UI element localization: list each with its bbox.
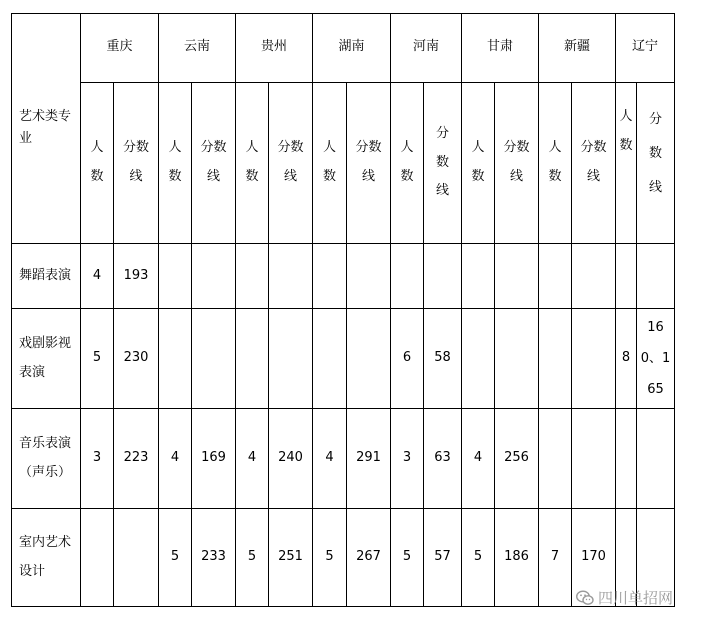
count-value: 3 (92, 450, 102, 466)
score-cell (347, 409, 391, 509)
score-value: 240 (278, 450, 303, 466)
province-header-yunnan: 云南 (159, 13, 236, 83)
score-cell (192, 244, 236, 309)
admission-table (11, 13, 675, 607)
count-cell (81, 244, 114, 309)
watermark-text: 四川单招网 (598, 589, 674, 607)
count-cell (81, 509, 114, 607)
score-cell (424, 309, 462, 409)
count-cell (391, 244, 424, 309)
count-cell (159, 244, 192, 309)
count-cell (236, 309, 269, 409)
count-cell (81, 309, 114, 409)
score-value: 57 (434, 549, 451, 565)
province-header-liaoning: 辽宁 (616, 13, 675, 83)
major-cell (11, 309, 81, 409)
subheader-count: 人数 (81, 83, 114, 244)
score-cell (114, 409, 159, 509)
subheader-count: 人数 (391, 83, 424, 244)
major-label: 戏剧影视表演 (19, 335, 72, 380)
score-cell (572, 309, 616, 409)
count-value: 5 (473, 549, 483, 565)
major-label: 舞蹈表演 (19, 267, 72, 283)
score-cell (495, 309, 539, 409)
subheader-score: 分数线 (347, 83, 391, 244)
score-cell (192, 309, 236, 409)
count-cell (462, 409, 495, 509)
score-cell (637, 309, 675, 409)
count-value: 7 (550, 549, 560, 565)
subheader-count: 人数 (616, 83, 637, 244)
province-header-gansu: 甘肃 (462, 13, 539, 83)
score-cell (269, 409, 313, 509)
subheader-score: 分数线 (572, 83, 616, 244)
count-value: 5 (247, 549, 257, 565)
count-cell (616, 409, 637, 509)
score-cell (424, 409, 462, 509)
score-cell (347, 509, 391, 607)
subheader-count: 人数 (159, 83, 192, 244)
score-cell (269, 309, 313, 409)
count-value: 6 (402, 350, 412, 366)
major-cell (11, 509, 81, 607)
subheader-score: 分数线 (269, 83, 313, 244)
score-cell (572, 409, 616, 509)
score-value: 186 (504, 549, 529, 565)
count-cell (236, 244, 269, 309)
count-cell (313, 409, 347, 509)
score-cell (637, 409, 675, 509)
count-value: 5 (325, 549, 334, 565)
count-cell (462, 309, 495, 409)
count-cell (391, 409, 424, 509)
score-cell (192, 409, 236, 509)
score-cell (495, 244, 539, 309)
count-value: 5 (92, 350, 102, 366)
subheader-score: 分数线 (637, 83, 675, 244)
score-cell (269, 509, 313, 607)
subheader-score: 分数线 (495, 83, 539, 244)
count-cell (81, 409, 114, 509)
score-cell (495, 409, 539, 509)
count-cell (616, 309, 637, 409)
count-cell (159, 409, 192, 509)
count-cell (539, 244, 572, 309)
row-header-cell (11, 13, 81, 244)
score-value: 251 (278, 549, 303, 565)
count-cell (616, 244, 637, 309)
count-value: 8 (621, 350, 631, 366)
score-cell (192, 509, 236, 607)
score-cell (114, 509, 159, 607)
count-cell (462, 244, 495, 309)
score-value: 63 (434, 450, 451, 466)
subheader-count: 人数 (313, 83, 347, 244)
count-value: 4 (325, 450, 334, 466)
subheader-score: 分数线 (424, 83, 462, 244)
count-cell (539, 309, 572, 409)
count-cell (462, 509, 495, 607)
count-cell (313, 309, 347, 409)
score-value: 223 (123, 450, 149, 466)
score-value: 170 (581, 549, 606, 565)
province-header-guizhou: 贵州 (236, 13, 313, 83)
count-cell (236, 509, 269, 607)
score-cell (114, 309, 159, 409)
count-value: 4 (170, 450, 180, 466)
major-cell (11, 244, 81, 309)
score-value: 58 (434, 350, 451, 366)
count-cell (539, 409, 572, 509)
count-value: 4 (473, 450, 483, 466)
score-cell (424, 509, 462, 607)
count-cell (159, 309, 192, 409)
score-cell (637, 244, 675, 309)
subheader-count: 人数 (462, 83, 495, 244)
count-value: 4 (92, 267, 102, 283)
score-value: 267 (356, 549, 381, 565)
major-label: 室内艺术设计 (19, 534, 72, 579)
province-header-chongqing: 重庆 (81, 13, 159, 83)
province-header-xinjiang: 新疆 (539, 13, 616, 83)
count-value: 5 (402, 549, 412, 565)
count-cell (391, 309, 424, 409)
province-header-henan: 河南 (391, 13, 462, 83)
subheader-score: 分数线 (192, 83, 236, 244)
count-cell (313, 244, 347, 309)
score-cell (269, 244, 313, 309)
score-value: 193 (123, 267, 149, 283)
count-cell (236, 409, 269, 509)
score-cell (495, 509, 539, 607)
score-value: 160、165 (640, 319, 671, 398)
row-header-label: 艺术类专业 (19, 108, 72, 146)
score-cell (572, 244, 616, 309)
subheader-score: 分数线 (114, 83, 159, 244)
score-cell (424, 244, 462, 309)
count-value: 5 (170, 549, 180, 565)
score-value: 291 (356, 450, 381, 466)
count-cell (391, 509, 424, 607)
score-cell (347, 309, 391, 409)
subheader-count: 人数 (236, 83, 269, 244)
subheader-count: 人数 (539, 83, 572, 244)
count-cell (313, 509, 347, 607)
score-cell (347, 244, 391, 309)
score-value: 230 (123, 350, 149, 366)
score-value: 169 (201, 450, 226, 466)
major-label: 音乐表演（声乐） (19, 435, 72, 480)
count-value: 3 (402, 450, 412, 466)
wechat-icon (576, 590, 594, 606)
count-cell (539, 509, 572, 607)
watermark (576, 587, 673, 608)
score-value: 233 (201, 549, 226, 565)
province-header-hunan: 湖南 (313, 13, 391, 83)
count-cell (159, 509, 192, 607)
score-cell (114, 244, 159, 309)
score-value: 256 (504, 450, 529, 466)
major-cell (11, 409, 81, 509)
count-value: 4 (247, 450, 257, 466)
